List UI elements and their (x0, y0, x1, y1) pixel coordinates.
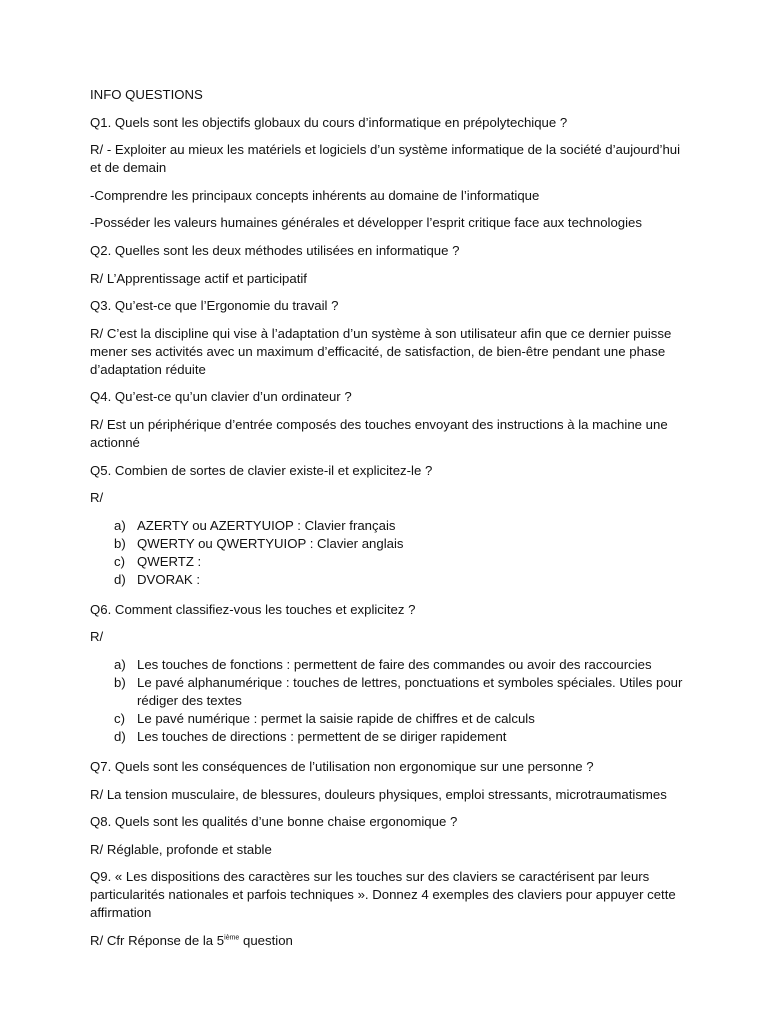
paragraph: R/ - Exploiter au mieux les matériels et logiciels d’un système informatique de la société d’aujourd’hui et de demain (90, 142, 681, 176)
list-item (114, 674, 690, 710)
paragraph: R/ L’Apprentissage actif et participatif (90, 270, 307, 286)
document-title: INFO QUESTIONS (90, 87, 203, 102)
paragraph: -Comprendre les principaux concepts inhérents au domaine de l’informatique (90, 187, 540, 203)
list-item-text: Les touches de directions : permettent de se diriger rapidement (137, 728, 507, 744)
paragraph: Q6. Comment classifiez-vous les touches et explicitez ? (90, 601, 416, 617)
list-item-text: AZERTY ou AZERTYUIOP : Clavier français (137, 517, 396, 533)
paragraph: R/ Est un périphérique d’entrée composés des touches envoyant des instructions à la machine une actionné (90, 416, 668, 450)
paragraph: R/ (90, 629, 104, 645)
paragraph: Q9. « Les dispositions des caractères sur les touches sur des claviers se caractérisent par leurs particularités nationales et parfois techniques ». Donnez 4 exemples des claviers pour appuyer cette affirmation (90, 869, 676, 921)
list-item (114, 535, 690, 553)
list-item-text: Le pavé alphanumérique : touches de lettres, ponctuations et symboles spéciales. Utiles pour rédiger des textes (137, 674, 683, 708)
superscript: ième (224, 934, 240, 942)
list-item (114, 710, 690, 728)
paragraph: -Posséder les valeurs humaines générales et développer l’esprit critique face aux technologies (90, 215, 642, 231)
list-item-text: DVORAK : (137, 571, 201, 587)
paragraph: Q3. Qu’est-ce que l’Ergonomie du travail ? (90, 298, 339, 314)
list-item (114, 728, 690, 746)
list-item-text: Le pavé numérique : permet la saisie rapide de chiffres et de calculs (137, 710, 535, 726)
list-item (114, 571, 690, 589)
list-item-text: QWERTZ : (137, 553, 202, 569)
paragraph (90, 932, 690, 950)
paragraph: Q2. Quelles sont les deux méthodes utilisées en informatique ? (90, 242, 460, 258)
paragraph: R/ (90, 490, 104, 506)
paragraph: R/ Réglable, profonde et stable (90, 841, 272, 857)
list-item-marker: a) (114, 656, 126, 672)
answer-list (90, 517, 690, 589)
list-item-marker: b) (114, 535, 126, 551)
paragraph-text: R/ Cfr Réponse de la 5 (90, 932, 225, 948)
list-item-marker: b) (114, 674, 126, 690)
paragraph: R/ C’est la discipline qui vise à l’adaptation d’un système à son utilisateur afin que ce dernier puisse mener ses activités avec un maximum d’efficacité, de satisfaction, de bien-être pendant une phase d’adaptation réduite (90, 325, 672, 377)
paragraph: Q7. Quels sont les conséquences de l’utilisation non ergonomique sur une personne ? (90, 758, 594, 774)
document-page (90, 86, 690, 959)
list-item-text: Les touches de fonctions : permettent de faire des commandes ou avoir des raccourcies (137, 656, 652, 672)
list-item-marker: c) (114, 553, 125, 569)
document-body (90, 114, 690, 950)
paragraph: Q4. Qu’est-ce qu’un clavier d’un ordinateur ? (90, 389, 352, 405)
list-item-marker: d) (114, 571, 126, 587)
list-item-marker: d) (114, 728, 126, 744)
answer-list (90, 656, 690, 746)
paragraph: R/ La tension musculaire, de blessures, douleurs physiques, emploi stressants, microtraumatismes (90, 786, 667, 802)
list-item-text: QWERTY ou QWERTYUIOP : Clavier anglais (137, 535, 404, 551)
paragraph-text: question (239, 932, 293, 948)
paragraph: Q5. Combien de sortes de clavier existe-il et explicitez-le ? (90, 462, 433, 478)
list-item (114, 517, 690, 535)
paragraph: Q1. Quels sont les objectifs globaux du cours d’informatique en prépolytechique ? (90, 114, 568, 130)
list-item-marker: c) (114, 710, 125, 726)
paragraph: Q8. Quels sont les qualités d’une bonne chaise ergonomique ? (90, 814, 458, 830)
list-item (114, 656, 690, 674)
list-item (114, 553, 690, 571)
list-item-marker: a) (114, 517, 126, 533)
